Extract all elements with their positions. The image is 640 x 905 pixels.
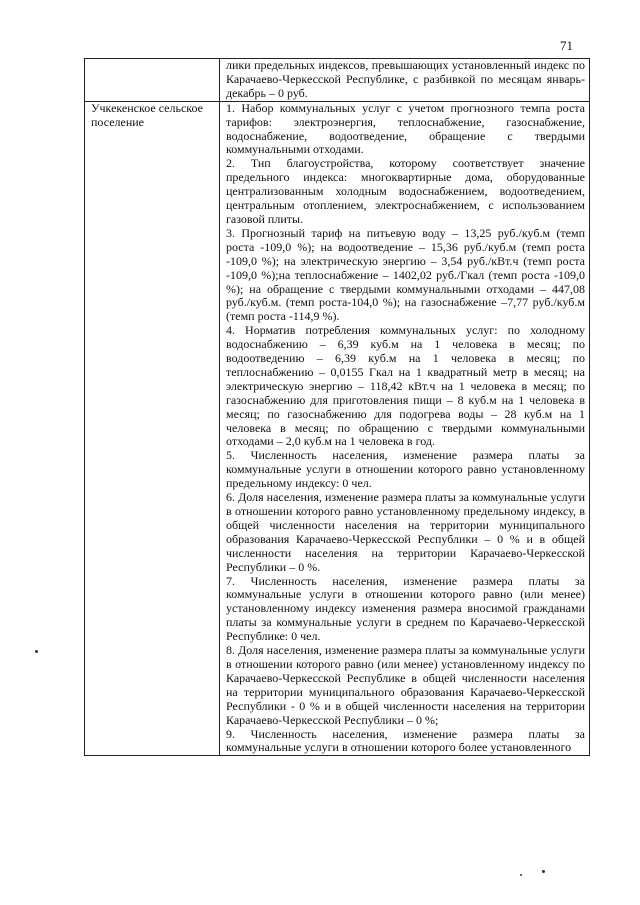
table-row-continuation — [85, 59, 590, 102]
paragraph-9: 9. Численность населения, изменение размера платы за коммунальные услуги в отношении которого более установленного — [226, 726, 585, 755]
tariff-table — [84, 58, 590, 756]
page-number: 71 — [560, 38, 573, 53]
scan-speck — [520, 874, 522, 876]
details-cell — [220, 101, 590, 756]
scan-speck — [542, 870, 545, 873]
paragraph-4: 4. Норматив потребления коммунальных услуг: по холодному водоснабжению – 6,39 куб.м на 1 человека в месяц; по водоотведению – 6,39 куб.м на 1 человека в месяц; по теплоснабжению – 0,0155 Гкал на 1 квадратный метр в месяц; на электрическую энергию – 118,42 кВт.ч на 1 человека в месяц; по газоснабжению для приготовления пищи – 8 куб.м на 1 человека в месяц; по газоснабжению для подогрева воды – 28 куб.м на 1 человека в месяц; по обращению с твердыми коммунальными отходами – 2,0 куб.м на 1 человека в год. — [226, 323, 585, 449]
scan-speck — [35, 650, 38, 653]
paragraph-continuation: лики предельных индексов, превышающих установленный индекс по Карачаево-Черкесской Республике, с разбивкой по месяцам январь-декабрь – 0 руб. — [226, 58, 585, 100]
details-cell — [220, 59, 590, 102]
paragraph-8: 8. Доля населения, изменение размера платы за коммунальные услуги в отношении которого равно (или менее) установленному индексу по Карачаево-Черкесской Республике в общей численности населения на территории муниципального образования Карачаево-Черкесской Республики - 0 % и в общей численности населения на территории Карачаево-Черкесской Республики – 0 %; — [226, 643, 585, 727]
table-row-uchkeken — [85, 101, 590, 756]
paragraph-3: 3. Прогнозный тариф на питьевую воду – 13,25 руб./куб.м (темп роста -109,0 %); на водоотведение – 15,36 руб./куб.м (темп роста -109,0 %); на электрическую энергию – 3,54 руб./кВт.ч (темп роста -109,0 %);на теплоснабжение – 1402,02 руб./Гкал (темп роста -109,0 %); на обращение с твердыми коммунальными отходами – 447,08 руб./куб.м. (темп роста-104,0 %); на газоснабжение –7,77 руб./куб.м (темп роста -114,9 %). — [226, 225, 585, 324]
paragraph-6: 6. Доля населения, изменение размера платы за коммунальные услуги в отношении которого равно установленному предельному индексу, в общей численности населения на территории муниципального образования Карачаево-Черкесской Республики – 0 % и в общей численности населения на территории Карачаево-Черкесской Республики – 0 %. — [226, 490, 585, 574]
paragraph-7: 7. Численность населения, изменение размера платы за коммунальные услуги в отношении которого равно (или менее) установленному индексу изменения размера вносимой гражданами платы за коммунальные услуги в среднем по Карачаево-Черкесской Республике: 0 чел. — [226, 573, 585, 644]
paragraph-1: 1. Набор коммунальных услуг с учетом прогнозного темпа роста тарифов: электроэнергия, теплоснабжение, газоснабжение, водоснабжение, водоотведение, обращение с твердыми коммунальными отходами. — [226, 100, 585, 157]
settlement-cell — [85, 59, 220, 102]
settlement-cell: Учкекенское сельское поселение — [85, 101, 220, 756]
paragraph-2: 2. Тип благоустройства, которому соответствует значение предельного индекса: многоквартирные дома, оборудованные централизованным холодным водоснабжением, водоотведением, центральным отоплением, электроснабжением, с использованием газовой плиты. — [226, 156, 585, 226]
paragraph-5: 5. Численность населения, изменение размера платы за коммунальные услуги в отношении которого равно установленному предельному индексу: 0 чел. — [226, 448, 585, 491]
